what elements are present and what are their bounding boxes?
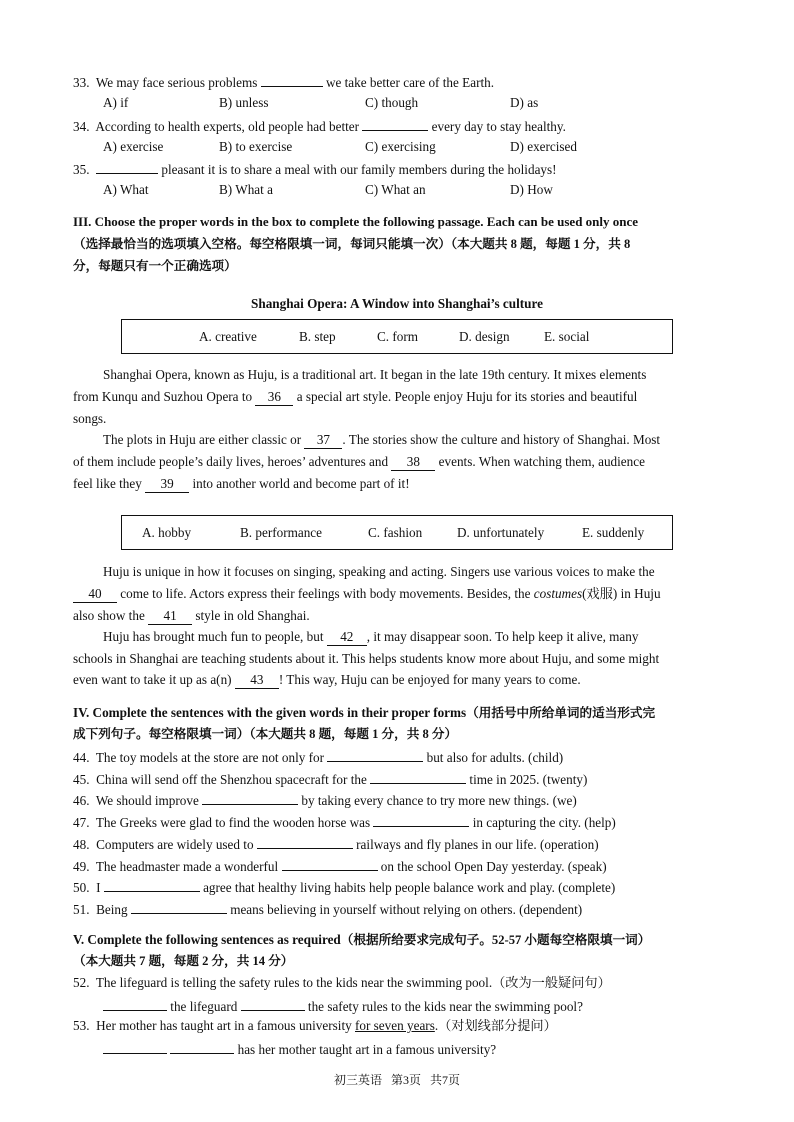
passage-line: songs. [73, 411, 107, 426]
option-a: A) if [103, 95, 129, 110]
question-text: but also for adults. (child) [426, 750, 564, 765]
question-number: 51. [73, 902, 90, 917]
option-b: B) unless [219, 95, 269, 110]
question-text: Being [96, 902, 128, 917]
option-a: A) What [103, 182, 149, 197]
question-51 [73, 900, 582, 918]
answer-blank[interactable] [104, 878, 200, 892]
question-number: 47. [73, 815, 90, 830]
question-text: We may face serious problems [95, 75, 258, 90]
question-text: time in 2025. (twenty) [469, 772, 588, 787]
footer-total: 共7页 [430, 1073, 461, 1087]
answer-blank[interactable] [96, 160, 158, 174]
passage-text: ! This way, Huju can be enjoyed for many years to come. [278, 672, 581, 687]
blank-39[interactable]: 39 [145, 476, 189, 493]
word-option: E. suddenly [582, 525, 645, 540]
option-d: D) How [510, 182, 553, 197]
question-number: 49. [73, 859, 90, 874]
blank-41[interactable]: 41 [148, 608, 192, 625]
passage-line [103, 432, 660, 449]
passage-text: style in old Shanghai. [195, 608, 310, 623]
word-option: A. hobby [142, 525, 192, 540]
question-33 [73, 73, 494, 91]
passage-text: The plots in Huju are either classic or [103, 432, 302, 447]
option-b: B) What a [219, 182, 273, 197]
word-option: C. fashion [368, 525, 423, 540]
answer-blank[interactable] [257, 835, 353, 849]
question-text: The lifeguard is telling the safety rules to the kids near the swimming pool. [95, 975, 493, 990]
blank-40[interactable]: 40 [73, 586, 117, 603]
blank-37[interactable]: 37 [304, 432, 342, 449]
passage-line [73, 608, 310, 625]
question-text: on the school Open Day yesterday. (speak) [380, 859, 607, 874]
passage-text: feel like they [73, 476, 142, 491]
question-number: 50. [73, 880, 90, 895]
question-number: 33. [73, 75, 90, 90]
word-option: C. form [377, 329, 419, 344]
question-text: by taking every chance to try more new things. (we) [301, 793, 577, 808]
passage-text: into another world and become part of it! [192, 476, 410, 491]
question-number: 52. [73, 975, 90, 990]
question-52 [73, 975, 611, 991]
question-text: The Greeks were glad to find the wooden horse was [95, 815, 371, 830]
answer-blank[interactable] [103, 1040, 167, 1054]
answer-text: the lifeguard [170, 999, 238, 1014]
question-47 [73, 813, 616, 831]
section-3-title: III. Choose the proper words in the box to complete the following passage. Each can be used only once [73, 214, 639, 229]
answer-blank[interactable] [373, 813, 469, 827]
passage-text: of them include people’s daily lives, heroes’ adventures and [73, 454, 389, 469]
option-d: D) exercised [510, 139, 577, 154]
section-5-title [73, 932, 650, 948]
question-text: We should improve [95, 793, 199, 808]
question-text: . [434, 1018, 439, 1033]
question-text: I [96, 880, 101, 895]
question-52-answer [103, 997, 583, 1015]
word-option: E. social [544, 329, 590, 344]
section-3-instruction: （选择最恰当的选项填入空格。每空格限填一词，每词只能填一次）（本大题共 8 题，每题 1 分，共 8 [73, 237, 631, 251]
question-number: 35. [73, 162, 90, 177]
underlined-phrase: for seven years [355, 1018, 435, 1033]
passage-line [73, 454, 645, 471]
question-number: 45. [73, 772, 90, 787]
section-title-text: （用括号中所给单词的适当形式完 [466, 706, 656, 720]
blank-36[interactable]: 36 [255, 389, 293, 406]
word-option: B. performance [240, 525, 323, 540]
question-number: 48. [73, 837, 90, 852]
passage-line [73, 586, 661, 603]
passage-line [103, 629, 638, 646]
question-48 [73, 835, 599, 853]
answer-blank[interactable] [103, 997, 167, 1011]
question-requirement: （改为一般疑问句） [492, 975, 611, 990]
option-c: C) What an [365, 182, 426, 197]
passage-line [73, 672, 581, 689]
passage-line: Shanghai Opera, known as Huju, is a traditional art. It began in the late 19th century. It mixes elements [103, 367, 647, 382]
question-text: According to health experts, old people had better [95, 119, 360, 134]
passage-title: Shanghai Opera: A Window into Shanghai’s culture [251, 296, 543, 311]
answer-text: the safety rules to the kids near the swimming pool? [307, 999, 583, 1014]
question-34 [73, 117, 566, 135]
blank-42[interactable]: 42 [327, 629, 367, 646]
question-number: 44. [73, 750, 90, 765]
word-option: D. design [459, 329, 510, 344]
footer-subject: 初三英语 [333, 1073, 382, 1087]
section-4-title [73, 705, 655, 721]
section-4-instruction: 成下列句子。每空格限填一词）（本大题共 8 题，每题 1 分，共 8 分） [73, 727, 458, 741]
option-c: C) exercising [365, 139, 436, 154]
question-text: pleasant it is to share a meal with our family members during the holidays! [161, 162, 557, 177]
passage-text: a special art style. People enjoy Huju for its stories and beautiful [296, 389, 638, 404]
question-text: we take better care of the Earth. [325, 75, 495, 90]
question-text: every day to stay healthy. [431, 119, 566, 134]
passage-text: events. When watching them, audience [438, 454, 645, 469]
answer-blank[interactable] [370, 770, 466, 784]
question-text: The headmaster made a wonderful [95, 859, 279, 874]
word-box-2 [121, 515, 673, 550]
passage-line: Huju is unique in how it focuses on singing, speaking and acting. Singers use various voices to make the [103, 564, 655, 579]
question-number: 46. [73, 793, 90, 808]
question-text: Her mother has taught art in a famous university [96, 1018, 352, 1033]
question-46 [73, 791, 577, 809]
answer-blank[interactable] [261, 73, 323, 87]
question-49 [73, 857, 607, 875]
word-box-1 [121, 319, 673, 354]
question-45 [73, 770, 587, 788]
question-text: agree that healthy living habits help people balance work and play. (complete) [203, 880, 616, 895]
question-text: The toy models at the store are not only for [95, 750, 324, 765]
passage-line [73, 476, 410, 493]
passage-text: from Kunqu and Suzhou Opera to [73, 389, 253, 404]
option-a: A) exercise [103, 139, 164, 154]
passage-text: come to life. Actors express their feelings with body movements. Besides, the [120, 586, 531, 601]
question-number: 34. [73, 119, 90, 134]
question-text: China will send off the Shenzhou spacecraft for the [96, 772, 367, 787]
passage-text: (戏服) in Huju [582, 586, 661, 601]
question-text: Computers are widely used to [96, 837, 254, 852]
passage-line [73, 389, 637, 406]
word-option: B. step [299, 329, 336, 344]
answer-blank[interactable] [362, 117, 428, 131]
section-title-text: IV. Complete the sentences with the given words in their proper forms [73, 705, 467, 720]
question-53 [73, 1018, 557, 1034]
page-footer [0, 1071, 794, 1088]
word-option: A. creative [199, 329, 257, 344]
blank-43[interactable]: 43 [235, 672, 279, 689]
word-option: D. unfortunately [457, 525, 545, 540]
section-title-text: V. Complete the following sentences as required [73, 932, 341, 947]
passage-text: , it may disappear soon. To help keep it alive, many [366, 629, 639, 644]
option-b: B) to exercise [219, 139, 293, 154]
passage-text: . The stories show the culture and history of Shanghai. Most [342, 432, 661, 447]
option-d: D) as [510, 95, 539, 110]
blank-38[interactable]: 38 [391, 454, 435, 471]
question-text: in capturing the city. (help) [472, 815, 616, 830]
section-3-instruction: 分，每题只有一个正确选项） [73, 259, 237, 273]
answer-blank[interactable] [170, 1040, 234, 1054]
section-5-instruction: （本大题共 7 题，每题 2 分，共 14 分） [73, 954, 294, 968]
answer-blank[interactable] [241, 997, 305, 1011]
question-text: railways and fly planes in our life. (operation) [356, 837, 599, 852]
answer-blank[interactable] [282, 857, 378, 871]
question-50 [73, 878, 615, 896]
footer-page: 第3页 [390, 1073, 421, 1087]
question-number: 53. [73, 1018, 90, 1033]
question-requirement: （对划线部分提问） [438, 1018, 557, 1033]
passage-text: also show the [73, 608, 145, 623]
answer-blank[interactable] [131, 900, 227, 914]
option-c: C) though [365, 95, 419, 110]
question-text: means believing in yourself without relying on others. (dependent) [230, 902, 583, 917]
question-53-answer [103, 1040, 496, 1058]
passage-text: Huju has brought much fun to people, but [103, 629, 324, 644]
passage-text: even want to take it up as a(n) [73, 672, 232, 687]
passage-line: schools in Shanghai are teaching students about it. This helps students know more about Huju, and some might [73, 651, 660, 666]
question-35 [73, 160, 557, 178]
answer-blank[interactable] [327, 748, 423, 762]
passage-text: costumes [533, 586, 583, 601]
question-44 [73, 748, 563, 766]
answer-text: has her mother taught art in a famous university? [237, 1042, 497, 1057]
answer-blank[interactable] [202, 791, 298, 805]
section-title-text: （根据所给要求完成句子。52-57 小题每空格限填一词） [340, 933, 651, 947]
